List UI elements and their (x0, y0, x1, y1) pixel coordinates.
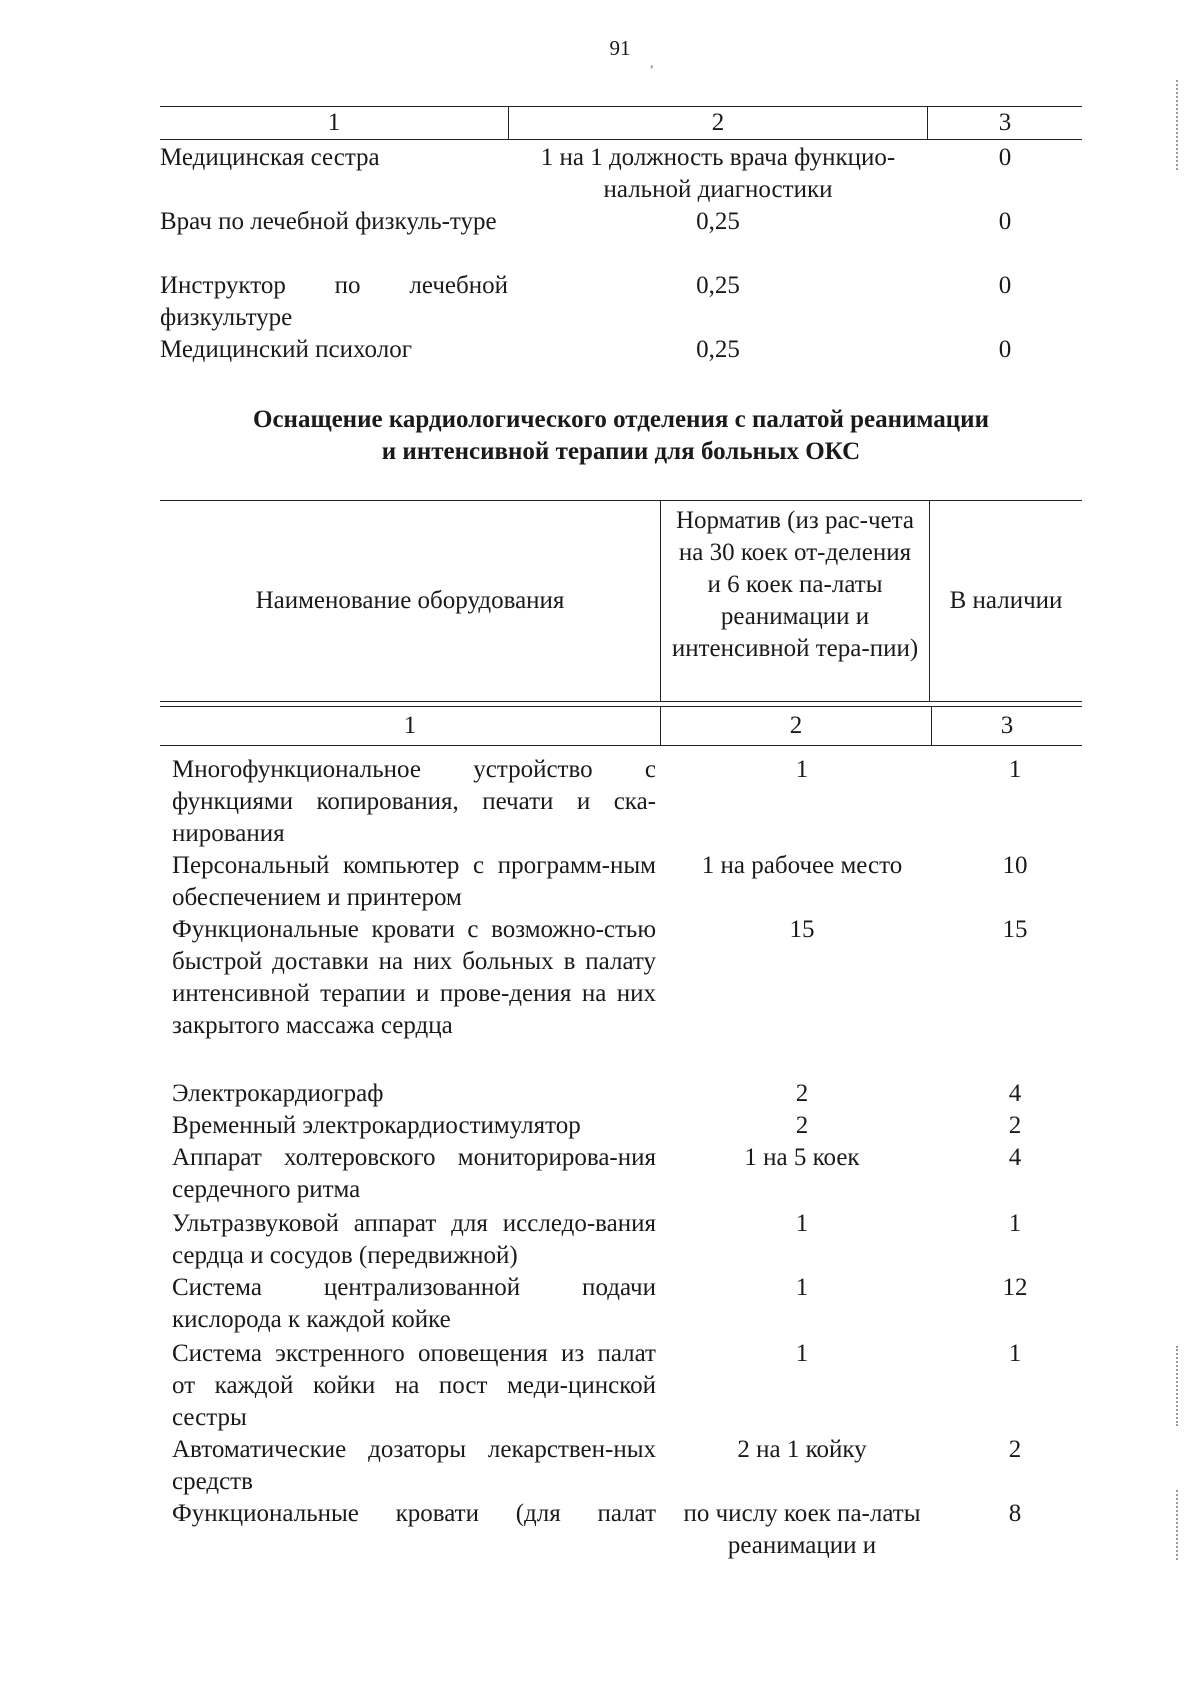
equipment-value: 1 (1008, 1340, 1022, 1367)
staff-value: 0 (998, 336, 1012, 363)
table-row (160, 914, 1082, 1078)
equipment-norm: 15 (789, 916, 815, 943)
column-number-3: 3 (1000, 712, 1014, 739)
equipment-table (160, 500, 1082, 1562)
header-equipment-name: Наименование оборудования (255, 587, 565, 614)
staff-name: Инструктор по лечебной физкультуре (160, 272, 508, 331)
header-col-3: 3 (998, 109, 1012, 136)
equipment-value: 1 (1008, 756, 1022, 783)
equipment-name: Ультразвуковой аппарат для исследо-вания сердца и сосудов (передвижной) (172, 1210, 656, 1269)
table-row (160, 1272, 1082, 1338)
equipment-name: Временный электрокардиостимулятор (172, 1112, 581, 1139)
equipment-norm: 2 на 1 койку (737, 1436, 867, 1463)
equipment-value: 2 (1008, 1112, 1022, 1139)
section-title (160, 404, 1082, 468)
equipment-norm: 1 (795, 1340, 809, 1367)
equipment-norm: 1 (795, 1210, 809, 1237)
staff-value: 0 (998, 144, 1012, 171)
staff-norm: 1 на 1 должность врача функцио-нальной диагностики (540, 144, 896, 203)
scan-mark: , (650, 56, 654, 71)
header-col-1: 1 (327, 109, 341, 136)
equipment-norm: 1 на рабочее место (701, 852, 903, 879)
header-norm: Норматив (из рас-чета на 30 коек от-деления и 6 коек па-латы реанимации и интенсивной тера-пии) (660, 501, 930, 701)
equipment-value: 4 (1008, 1080, 1022, 1107)
table-row (160, 754, 1082, 850)
staff-name: Врач по лечебной физкуль-туре (160, 208, 497, 235)
equipment-norm: по числу коек па-латы реанимации и (683, 1500, 921, 1559)
table-row (160, 1078, 1082, 1110)
section-title-line-2: и интенсивной терапии для больных ОКС (381, 438, 861, 465)
staff-name: Медицинская сестра (160, 144, 380, 171)
equipment-norm: 1 (795, 756, 809, 783)
equipment-value: 10 (1002, 852, 1028, 879)
table-row (160, 1208, 1082, 1272)
equipment-name: Функциональные кровати (для палат (172, 1500, 656, 1527)
margin-dots-middle (1176, 1346, 1180, 1426)
staff-norm: 0,25 (696, 272, 740, 299)
header-available: В наличии (949, 587, 1063, 614)
equipment-value: 15 (1002, 916, 1028, 943)
table-row (160, 1110, 1082, 1142)
column-number-1: 1 (403, 712, 417, 739)
table-row (160, 270, 1082, 334)
staff-value: 0 (998, 272, 1012, 299)
margin-dots-top (1176, 80, 1180, 170)
margin-dots-bottom (1176, 1490, 1180, 1560)
equipment-name: Персональный компьютер с программ-ным обеспечением и принтером (172, 852, 656, 911)
equipment-norm: 1 (795, 1274, 809, 1301)
equipment-table-header (160, 500, 1082, 702)
section-title-line-1: Оснащение кардиологического отделения с палатой реанимации (253, 406, 989, 433)
equipment-name: Многофункциональное устройство с функциями копирования, печати и ска-нирования (172, 756, 656, 847)
equipment-value: 2 (1008, 1436, 1022, 1463)
page-number: 91 (609, 36, 631, 60)
equipment-name: Функциональные кровати с возможно-стью быстрой доставки на них больных в палату интенсивной терапии и прове-дения на них закрытого массажа сердца (172, 916, 656, 1039)
staff-table-header (160, 106, 1082, 140)
table-row (160, 206, 1082, 270)
table-row (160, 1142, 1082, 1208)
table-row (160, 850, 1082, 914)
staff-value: 0 (998, 208, 1012, 235)
table-row (160, 1498, 1082, 1562)
staff-norm: 0,25 (696, 336, 740, 363)
table-row (160, 334, 1082, 366)
staff-table (160, 106, 1082, 366)
equipment-norm: 2 (795, 1112, 809, 1139)
header-col-2: 2 (508, 107, 928, 139)
equipment-value: 1 (1008, 1210, 1022, 1237)
staff-name: Медицинский психолог (160, 336, 412, 363)
equipment-name: Система централизованной подачи кислорода к каждой койке (172, 1274, 656, 1333)
equipment-value: 4 (1008, 1144, 1022, 1171)
table-row (160, 1338, 1082, 1434)
equipment-value: 8 (1008, 1500, 1022, 1527)
table-row (160, 142, 1082, 204)
equipment-name: Система экстренного оповещения из палат от каждой койки на пост меди-цинской сестры (172, 1340, 656, 1431)
column-number-2: 2 (660, 707, 932, 745)
equipment-name: Электрокардиограф (172, 1080, 384, 1107)
equipment-norm: 2 (795, 1080, 809, 1107)
equipment-name: Аппарат холтеровского мониторирова-ния сердечного ритма (172, 1144, 656, 1203)
table-row (160, 1434, 1082, 1498)
equipment-value: 12 (1002, 1274, 1028, 1301)
equipment-table-body (160, 746, 1082, 1562)
equipment-norm: 1 на 5 коек (744, 1144, 860, 1171)
staff-norm: 0,25 (696, 208, 740, 235)
equipment-name: Автоматические дозаторы лекарствен-ных средств (172, 1436, 656, 1495)
column-numbers (160, 706, 1082, 746)
